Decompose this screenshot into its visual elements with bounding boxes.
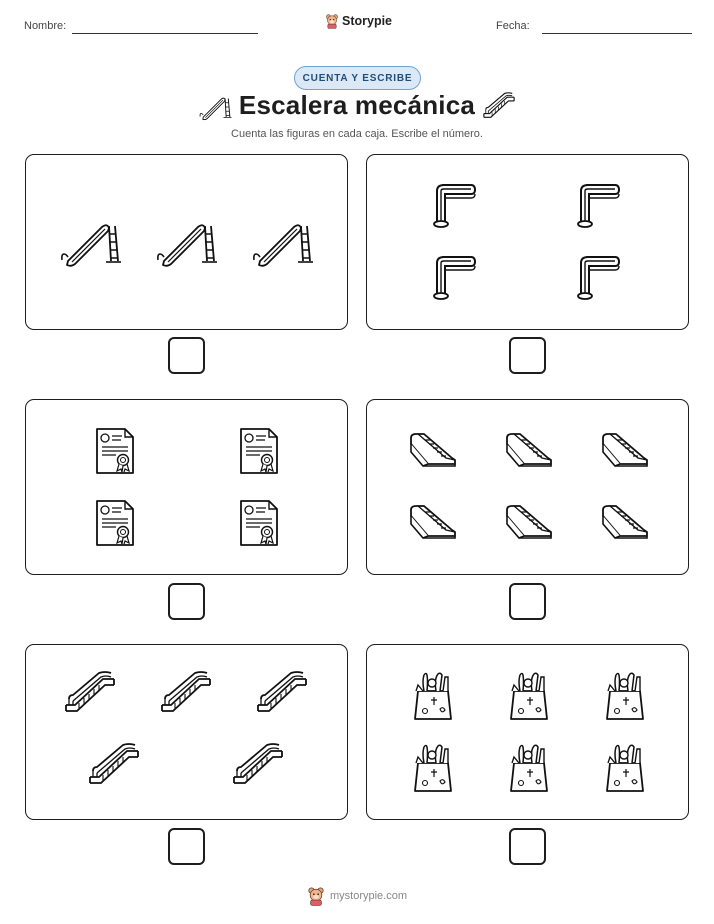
handrail-icon (571, 181, 621, 231)
ramp-stairs-icon (600, 502, 650, 542)
slide-icon (154, 217, 218, 267)
grocery-bag-icon (508, 743, 550, 793)
brand-logo (325, 13, 392, 29)
counting-panel-3 (25, 399, 348, 575)
answer-box-5[interactable] (168, 828, 205, 865)
escalator-icon (255, 671, 309, 715)
slide-icon (250, 217, 314, 267)
answer-box-1[interactable] (168, 337, 205, 374)
date-label: Fecha: (496, 20, 530, 32)
counting-panel-4 (366, 399, 689, 575)
answer-box-3[interactable] (168, 583, 205, 620)
grocery-bag-icon (412, 671, 454, 721)
counting-panel-2 (366, 154, 689, 330)
certificate-icon (238, 498, 280, 548)
answer-box-2[interactable] (509, 337, 546, 374)
ramp-stairs-icon (408, 430, 458, 470)
certificate-icon (94, 426, 136, 476)
date-field[interactable] (542, 33, 692, 34)
handrail-icon (427, 181, 477, 231)
grocery-bag-icon (508, 671, 550, 721)
grocery-bag-icon (412, 743, 454, 793)
answer-box-4[interactable] (509, 583, 546, 620)
ramp-stairs-icon (504, 430, 554, 470)
escalator-icon (63, 671, 117, 715)
grocery-bag-icon (604, 671, 646, 721)
footer (0, 886, 714, 906)
bear-icon (307, 886, 325, 906)
escalator-icon (482, 91, 516, 121)
counting-panel-5 (25, 644, 348, 820)
ramp-stairs-icon (600, 430, 650, 470)
name-field[interactable] (72, 33, 258, 34)
handrail-icon (427, 253, 477, 303)
instructions: Cuenta las figuras en cada caja. Escribe el número. (231, 128, 483, 140)
escalator-icon (231, 743, 285, 787)
bear-icon (325, 13, 339, 29)
answer-box-6[interactable] (509, 828, 546, 865)
escalator-icon (159, 671, 213, 715)
counting-panel-6 (366, 644, 689, 820)
slide-icon (58, 217, 122, 267)
escalator-icon (87, 743, 141, 787)
handrail-icon (571, 253, 621, 303)
worksheet-title: Escalera mecánica (238, 90, 476, 120)
certificate-icon (238, 426, 280, 476)
ramp-stairs-icon (408, 502, 458, 542)
grocery-bag-icon (604, 743, 646, 793)
ramp-stairs-icon (504, 502, 554, 542)
activity-tag: CUENTA Y ESCRIBE (294, 66, 421, 90)
name-label: Nombre: (24, 20, 67, 32)
counting-panel-1 (25, 154, 348, 330)
certificate-icon (94, 498, 136, 548)
brand-name: Storypie (342, 14, 393, 28)
footer-site[interactable]: mystorypie.com (329, 890, 408, 902)
